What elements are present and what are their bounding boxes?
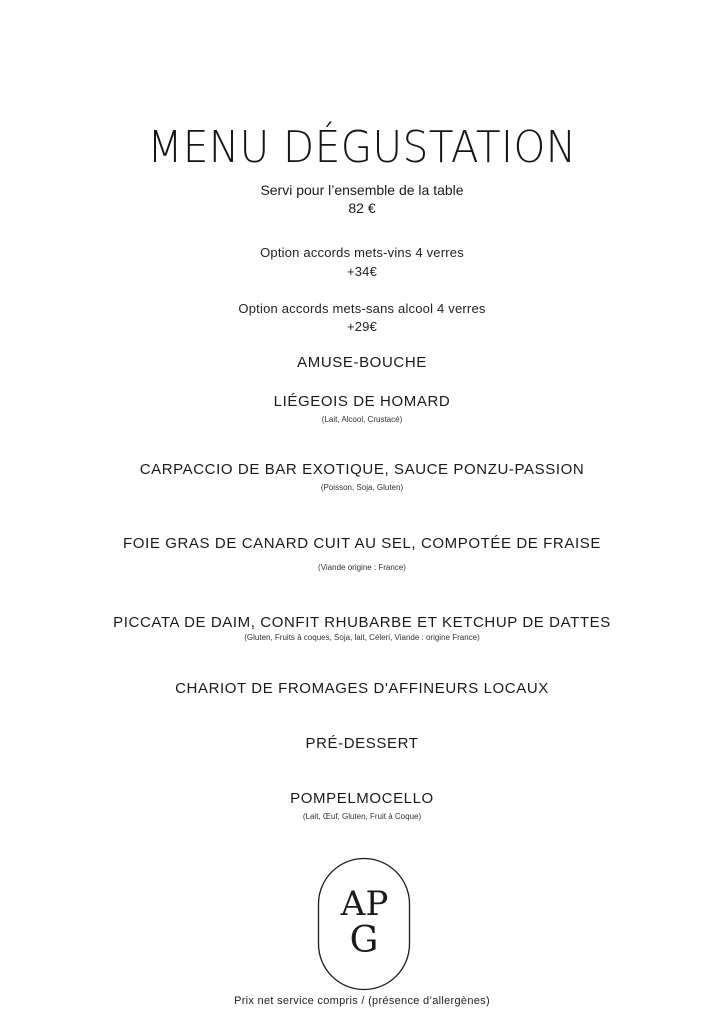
course-name-liegeois: LIÉGEOIS DE HOMARD: [273, 393, 451, 410]
page-title: MENU DÉGUSTATION: [147, 122, 577, 173]
course-name-piccata: PICCATA DE DAIM, CONFIT RHUBARBE ET KETCHUP DE DATTES: [113, 614, 611, 631]
course-allergens-foie-gras: (Viande origine : France): [318, 563, 406, 572]
course-name-chariot-fromages: CHARIOT DE FROMAGES D'AFFINEURS LOCAUX: [175, 680, 549, 697]
alcohol-free-pairing-option-price: +29€: [346, 319, 378, 334]
alcohol-free-pairing-option-label: Option accords mets-sans alcool 4 verres: [238, 301, 486, 316]
menu-price: 82 €: [348, 200, 376, 216]
svg-text:G: G: [349, 920, 379, 961]
course-name-carpaccio: CARPACCIO DE BAR EXOTIQUE, SAUCE PONZU-PASSION: [139, 461, 585, 478]
course-allergens-liegeois: (Lait, Alcool, Crustacé): [321, 415, 403, 424]
service-note: Servi pour l’ensemble de la table: [260, 182, 464, 198]
course-allergens-carpaccio: (Poisson, Soja, Gluten): [320, 483, 404, 492]
course-name-pompelmocello: POMPELMOCELLO: [290, 790, 434, 807]
svg-text:A: A: [340, 884, 366, 924]
course-name-amuse-bouche: AMUSE-BOUCHE: [297, 354, 427, 371]
apg-monogram-logo-icon: [317, 857, 411, 991]
svg-text:P: P: [365, 884, 389, 924]
course-name-pre-dessert: PRÉ-DESSERT: [305, 735, 419, 752]
wine-pairing-option-label: Option accords mets-vins 4 verres: [260, 245, 464, 260]
course-allergens-pompelmocello: (Lait, Œuf, Gluten, Fruit à Coque): [302, 812, 422, 821]
wine-pairing-option-price: +34€: [346, 264, 378, 279]
course-allergens-piccata: (Gluten, Fruits à coques, Soja, lait, Céleri, Viande : origine France): [244, 633, 480, 642]
course-name-foie-gras: FOIE GRAS DE CANARD CUIT AU SEL, COMPOTÉE DE FRAISE: [123, 535, 601, 552]
footer-note: Prix net service compris / (présence d’allergènes): [234, 995, 490, 1007]
